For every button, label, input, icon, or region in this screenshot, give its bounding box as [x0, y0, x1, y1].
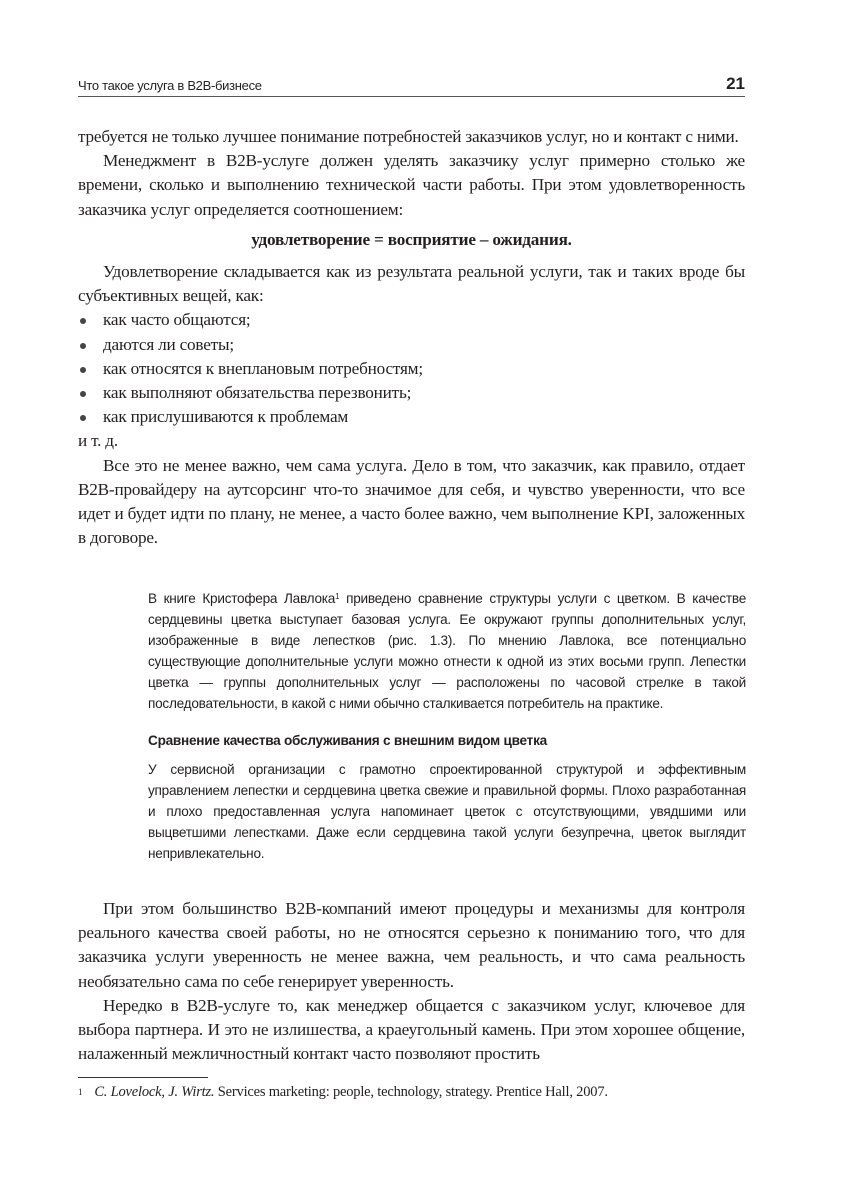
footnote-divider [78, 1077, 208, 1078]
sidebar-paragraph: У сервисной организации с грамотно спроектированной структурой и эффективным управлением лепестки и сердцевина цветка свежие и правильной формы. Плохо разработанная и плохо предоставленная услуга напоминает цветок с отсутствующими, увядшими или выцветшими лепестками. Даже если сердцевина такой услуги безупречна, цветок выглядит непривлекательно. [148, 762, 746, 861]
paragraph: При этом большинство B2B-компаний имеют процедуры и механизмы для контроля реального качества своей работы, но не относятся серьезно к пониманию того, что для заказчика услуги уверенность не менее важна, чем реальность, и что сама реальность необязательно сама по себе генерирует уверенность. [78, 899, 745, 991]
sidebar-heading: Сравнение качества обслуживания с внешним видом цветка [148, 733, 547, 748]
footnote-authors: C. Lovelock, J. Wirtz. [94, 1084, 215, 1100]
footnote-mark: 1 [78, 1087, 83, 1097]
sidebar-box [148, 588, 746, 864]
list-item: как прислушиваются к проблемам [78, 405, 745, 429]
main-text-upper [78, 125, 745, 550]
bullet-icon [80, 343, 86, 349]
list-item: как часто общаются; [78, 308, 745, 332]
bullet-icon [80, 367, 86, 373]
paragraph: Удовлетворение складывается как из результата реальной услуги, так и таких вроде бы субъективных вещей, как: [78, 262, 745, 306]
paragraph: требуется не только лучшее понимание потребностей заказчиков услуг, но и контакт с ними. [78, 127, 739, 146]
footnote-text: Services marketing: people, technology, strategy. Prentice Hall, 2007. [214, 1084, 608, 1100]
list-item: как относятся к внеплановым потребностям; [78, 357, 745, 381]
running-header [78, 74, 745, 97]
paragraph: Нередко в B2B-услуге то, как менеджер общается с заказчиком услуг, ключевое для выбора партнера. И это не излишества, а краеугольный камень. При этом хорошее общение, налаженный межличностный контакт часто позволяют простить [78, 995, 745, 1064]
sidebar-paragraph: В книге Кристофера Лавлока$^1$ приведено сравнение структуры услуги с цветком. В качестве сердцевины цветка выступает базовая услуга. Ее окружают группы дополнительных услуг, изображенные в виде лепестков (рис. 1.3). По мнению Лавлока, все потенциально существующие дополнительные услуги можно отнести к одной из этих восьми групп. Лепестки цветка — группы дополнительных услуг — расположены по часовой стрелке в такой последовательности, в какой с ними обычно сталкивается потребитель на практике. [148, 591, 747, 711]
footnote-ref[interactable]: 1 [335, 592, 340, 601]
bullet-list [78, 308, 745, 429]
list-continuation: и т. д. [78, 431, 118, 451]
page-number: 21 [726, 74, 745, 93]
bullet-icon [80, 391, 86, 397]
main-text-lower [78, 897, 745, 1066]
list-item: даются ли советы; [78, 333, 745, 357]
formula: удовлетворение = восприятие – ожидания. [251, 229, 572, 249]
paragraph: Менеджмент в B2B-услуге должен уделять заказчику услуг примерно столько же времени, сколько и выполнению технической части работы. При этом удовлетворенность заказчика услуг определяется соотношением: [78, 151, 745, 219]
list-item: как выполняют обязательства перезвонить; [78, 381, 745, 405]
paragraph: Все это не менее важно, чем сама услуга. Дело в том, что заказчик, как правило, отдает B2B-провайдеру на аутсорсинг что-то значимое для себя, и чувство уверенности, что все идет и будет идти по плану, не менее, а часто более важно, чем выполнение KPI, заложенных в договоре. [78, 455, 745, 548]
footnote [78, 1082, 745, 1102]
running-title: Что такое услуга в B2B-бизнесе [78, 78, 262, 93]
bullet-icon [80, 318, 86, 324]
bullet-icon [80, 415, 86, 421]
